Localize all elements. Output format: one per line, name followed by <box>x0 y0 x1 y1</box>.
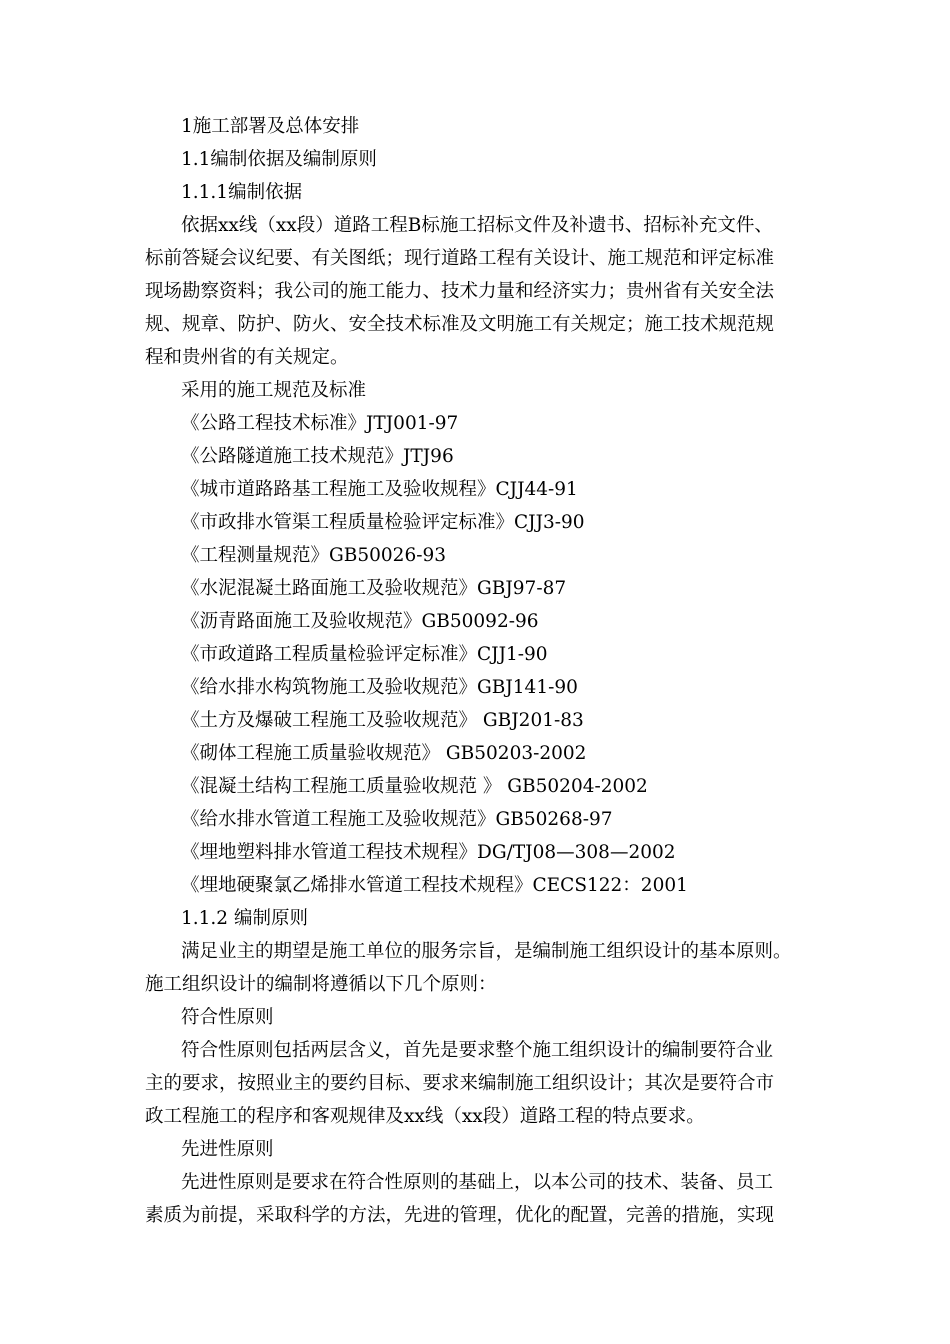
basis-line: 依据xx线（xx段）道路工程B标施工招标文件及补遗书、招标补充文件、 <box>181 215 773 236</box>
advanced-heading: 先进性原则 <box>181 1139 274 1160</box>
basis-line: 程和贵州省的有关规定。 <box>145 347 349 368</box>
heading-section-1-1-2: 1.1.2 编制原则 <box>181 908 308 929</box>
standard-item: 《埋地塑料排水管道工程技术规程》DG/TJ08—308—2002 <box>181 842 676 863</box>
standard-item: 《砌体工程施工质量验收规范》 GB50203-2002 <box>181 743 587 764</box>
principle-intro-line: 满足业主的期望是施工单位的服务宗旨，是编制施工组织设计的基本原则。 <box>181 941 792 962</box>
standard-item: 《市政道路工程质量检验评定标准》CJJ1-90 <box>181 644 548 665</box>
conformity-line: 符合性原则包括两层含义，首先是要求整个施工组织设计的编制要符合业 <box>181 1040 774 1061</box>
principle-intro-paragraph <box>145 935 825 1001</box>
principle-intro-line: 施工组织设计的编制将遵循以下几个原则： <box>145 974 497 995</box>
standards-list <box>145 407 825 902</box>
heading-section-1: 1施工部署及总体安排 <box>181 116 360 137</box>
standard-item: 《混凝土结构工程施工质量验收规范 》 GB50204-2002 <box>181 776 648 797</box>
standard-item: 《埋地硬聚氯乙烯排水管道工程技术规程》CECS122：2001 <box>181 875 688 896</box>
standard-item: 《给水排水构筑物施工及验收规范》GBJ141-90 <box>181 677 578 698</box>
standard-item: 《水泥混凝土路面施工及验收规范》GBJ97-87 <box>181 578 567 599</box>
basis-line: 标前答疑会议纪要、有关图纸；现行道路工程有关设计、施工规范和评定标准 <box>145 248 775 269</box>
conformity-paragraph <box>145 1034 825 1133</box>
conformity-heading: 符合性原则 <box>181 1007 274 1028</box>
conformity-line: 主的要求，按照业主的要约目标、要求来编制施工组织设计；其次是要符合市 <box>145 1073 775 1094</box>
heading-section-1-1: 1.1编制依据及编制原则 <box>181 149 377 170</box>
standard-item: 《给水排水管道工程施工及验收规范》GB50268-97 <box>181 809 613 830</box>
basis-line: 规、规章、防护、防火、安全技术标准及文明施工有关规定；施工技术规范规 <box>145 314 775 335</box>
standard-item: 《沥青路面施工及验收规范》GB50092-96 <box>181 611 539 632</box>
document-body <box>145 110 825 1232</box>
advanced-paragraph <box>145 1166 825 1232</box>
advanced-line: 先进性原则是要求在符合性原则的基础上，以本公司的技术、装备、员工 <box>181 1172 774 1193</box>
standard-item: 《公路工程技术标准》JTJ001-97 <box>181 413 459 434</box>
basis-paragraph <box>145 209 825 374</box>
standard-item: 《公路隧道施工技术规范》JTJ96 <box>181 446 454 467</box>
standard-item: 《工程测量规范》GB50026-93 <box>181 545 447 566</box>
standards-heading: 采用的施工规范及标准 <box>181 380 367 401</box>
conformity-line: 政工程施工的程序和客观规律及xx线（xx段）道路工程的特点要求。 <box>145 1106 705 1127</box>
standard-item: 《市政排水管渠工程质量检验评定标准》CJJ3-90 <box>181 512 585 533</box>
advanced-line: 素质为前提，采取科学的方法，先进的管理，优化的配置，完善的措施，实现 <box>145 1205 775 1226</box>
heading-section-1-1-1: 1.1.1编制依据 <box>181 182 303 203</box>
standard-item: 《城市道路路基工程施工及验收规程》CJJ44-91 <box>181 479 578 500</box>
standard-item: 《土方及爆破工程施工及验收规范》 GBJ201-83 <box>181 710 584 731</box>
basis-line: 现场勘察资料；我公司的施工能力、技术力量和经济实力；贵州省有关安全法 <box>145 281 775 302</box>
